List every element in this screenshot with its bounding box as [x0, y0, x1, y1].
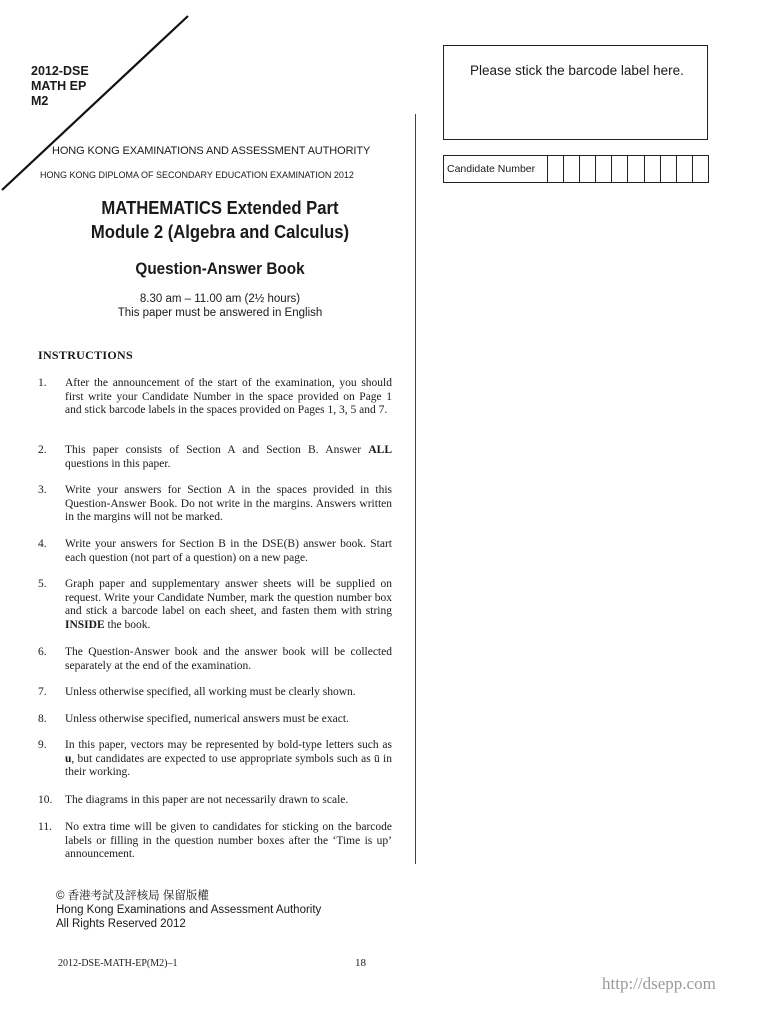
paper-code-line: M2	[31, 94, 49, 108]
instruction-item	[38, 377, 392, 418]
instruction-text: Unless otherwise specified, all working must be clearly shown.	[65, 686, 356, 698]
instruction-number: 8.	[38, 713, 47, 725]
barcode-box	[443, 45, 708, 140]
instruction-number: 7.	[38, 686, 47, 698]
instruction-text: This paper consists of Section A and Section B. Answer ALL questions in this paper.	[65, 444, 392, 470]
instruction-item	[38, 444, 392, 471]
candidate-number-label: Candidate Number	[444, 156, 548, 182]
candidate-digit-cell[interactable]	[548, 156, 564, 182]
instruction-number: 1.	[38, 377, 47, 389]
candidate-digit-cell[interactable]	[677, 156, 693, 182]
paper-code	[31, 64, 89, 109]
barcode-label: Please stick the barcode label here.	[470, 63, 684, 78]
instruction-text: In this paper, vectors may be represented by bold-type letters such as u, but candidates are expected to use appropriate symbols such as ū in their working.	[65, 739, 392, 779]
authority-name: HONG KONG EXAMINATIONS AND ASSESSMENT AUTHORITY	[52, 145, 371, 157]
exam-name: HONG KONG DIPLOMA OF SECONDARY EDUCATION EXAMINATION 2012	[40, 170, 354, 180]
candidate-number-box[interactable]	[443, 155, 709, 183]
instruction-item	[38, 484, 392, 525]
copyright-notice	[56, 889, 321, 931]
candidate-digit-cell[interactable]	[693, 156, 708, 182]
paper-code-line: MATH EP	[31, 79, 87, 93]
instruction-item	[38, 821, 392, 862]
instruction-item	[38, 713, 392, 727]
instruction-number: 6.	[38, 646, 47, 658]
instruction-text: Graph paper and supplementary answer sheets will be supplied on request. Write your Candidate Number, mark the question number box and stick a barcode label on each sheet, and fasten them with string INSIDE the book.	[65, 578, 392, 631]
paper-title: MATHEMATICS Extended Part	[101, 197, 339, 218]
copyright-chinese: © 香港考試及評核局 保留版權	[56, 890, 209, 902]
instruction-number: 9.	[38, 739, 47, 751]
candidate-digit-cell[interactable]	[612, 156, 628, 182]
instruction-number: 5.	[38, 578, 47, 590]
page-number: 18	[355, 957, 366, 969]
copyright-rights: All Rights Reserved 2012	[56, 918, 186, 930]
paper-code-line: 2012-DSE	[31, 64, 89, 78]
instruction-item	[38, 794, 392, 808]
divider-line	[415, 114, 416, 864]
candidate-digit-cell[interactable]	[645, 156, 661, 182]
paper-module: Module 2 (Algebra and Calculus)	[90, 221, 350, 242]
footer-paper-code: 2012-DSE-MATH-EP(M2)–1	[58, 958, 178, 969]
book-type: Question-Answer Book	[135, 259, 305, 278]
instruction-text: Write your answers for Section A in the spaces provided in this Question-Answer Book. Do not write in the margins. Answers written in the margins will not be marked.	[65, 484, 392, 524]
watermark-url: http://dsepp.com	[602, 974, 716, 993]
candidate-digit-cell[interactable]	[628, 156, 644, 182]
copyright-authority: Hong Kong Examinations and Assessment Authority	[56, 904, 322, 916]
instruction-item	[38, 686, 392, 700]
language-note: This paper must be answered in English	[117, 307, 323, 319]
instruction-item	[38, 739, 392, 780]
instruction-text: The Question-Answer book and the answer book will be collected separately at the end of the examination.	[65, 646, 392, 672]
instruction-text: Unless otherwise specified, numerical answers must be exact.	[65, 713, 349, 725]
instruction-text: The diagrams in this paper are not necessarily drawn to scale.	[65, 794, 349, 806]
instruction-number: 2.	[38, 444, 47, 456]
candidate-digit-cell[interactable]	[661, 156, 677, 182]
instruction-number: 3.	[38, 484, 47, 496]
instruction-text: No extra time will be given to candidates for sticking on the barcode labels or filling in the question number boxes after the ‘Time is up’ announcement.	[65, 821, 392, 861]
instruction-number: 10.	[38, 794, 53, 806]
candidate-digit-cell[interactable]	[564, 156, 580, 182]
instruction-item	[38, 538, 392, 565]
instruction-number: 11.	[38, 821, 52, 833]
exam-time: 8.30 am – 11.00 am (2½ hours)	[139, 293, 301, 305]
instructions-heading: INSTRUCTIONS	[38, 348, 133, 362]
candidate-digit-cell[interactable]	[580, 156, 596, 182]
instruction-text: Write your answers for Section B in the DSE(B) answer book. Start each question (not part of a question) on a new page.	[65, 538, 392, 564]
instruction-item	[38, 646, 392, 673]
instruction-text: After the announcement of the start of the examination, you should first write your Candidate Number in the space provided on Page 1 and stick barcode labels in the spaces provided on Pages 1, 3, 5 and 7.	[65, 377, 392, 417]
instruction-item	[38, 578, 392, 632]
candidate-digit-cell[interactable]	[596, 156, 612, 182]
instruction-number: 4.	[38, 538, 47, 550]
